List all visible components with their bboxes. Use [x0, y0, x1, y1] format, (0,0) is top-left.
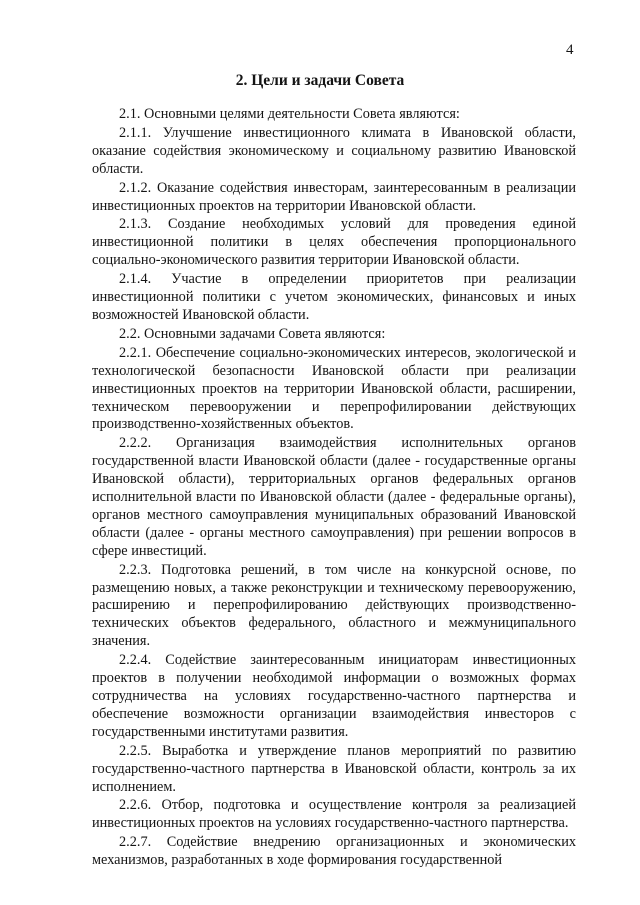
paragraph-2-2-2: 2.2.2. Организация взаимодействия исполнительных органов государственной власти Ивановской области (далее - государственные органы Ивановской области), территориальных органов федеральных органов исполнительной власти по Ивановской области (далее - федеральные органы), органов местного самоуправления муниципальных образований Ивановской области (далее - органы местного самоуправления) при решении вопросов в сфере инвестиций. [92, 435, 576, 559]
paragraph-2-1-3: 2.1.3. Создание необходимых условий для проведения единой инвестиционной политики в целях обеспечения пропорционального социально-экономического развития территории Ивановской области. [92, 216, 576, 269]
document-body [92, 106, 576, 870]
paragraph-2-2-7: 2.2.7. Содействие внедрению организационных и экономических механизмов, разработанных в ходе формирования государственной [92, 834, 576, 869]
paragraph-2-2-4: 2.2.4. Содействие заинтересованным инициаторам инвестиционных проектов в получении необходимой информации о возможных формах сотрудничества на условиях государственно-частного партнерства и обеспечение возможности организации взаимодействия инвесторов с государственными институтами развития. [92, 652, 576, 740]
paragraph-2-2-5: 2.2.5. Выработка и утверждение планов мероприятий по развитию государственно-частного партнерства в Ивановской области, контроль за их исполнением. [92, 742, 576, 795]
paragraph-2-2-3: 2.2.3. Подготовка решений, в том числе на конкурсной основе, по размещению новых, а также реконструкции и техническому перевооружению, расширению и перепрофилированию действующих производственно-технических объектов федерального, областного и межмуниципального значения. [92, 561, 576, 650]
section-title: 2. Цели и задачи Совета [235, 72, 405, 89]
page-number: 4 [566, 42, 574, 58]
paragraph-2-1-4: 2.1.4. Участие в определении приоритетов при реализации инвестиционной политики с учетом экономических, финансовых и иных возможностей Ивановской области. [92, 271, 576, 323]
paragraph-2-2: 2.2. Основными задачами Совета являются: [119, 325, 386, 342]
paragraph-2-1-2: 2.1.2. Оказание содействия инвесторам, заинтересованным в реализации инвестиционных проектов на территории Ивановской области. [92, 179, 576, 214]
paragraph-2-1-1: 2.1.1. Улучшение инвестиционного климата в Ивановской области, оказание содействия экономическому и социальному развитию Ивановской области. [92, 124, 576, 177]
paragraph-2-1: 2.1. Основными целями деятельности Совета являются: [119, 106, 460, 122]
paragraph-2-2-1: 2.2.1. Обеспечение социально-экономических интересов, экологической и технологической безопасности Ивановской области при реализации инвестиционных проектов на территории Ивановской области, расширении, техническом перевооружении и перепрофилировании действующих производственно-хозяйственных объектов. [92, 344, 576, 433]
paragraph-2-2-6: 2.2.6. Отбор, подготовка и осуществление контроля за реализацией инвестиционных проектов на условиях государственно-частного партнерства. [92, 797, 576, 832]
